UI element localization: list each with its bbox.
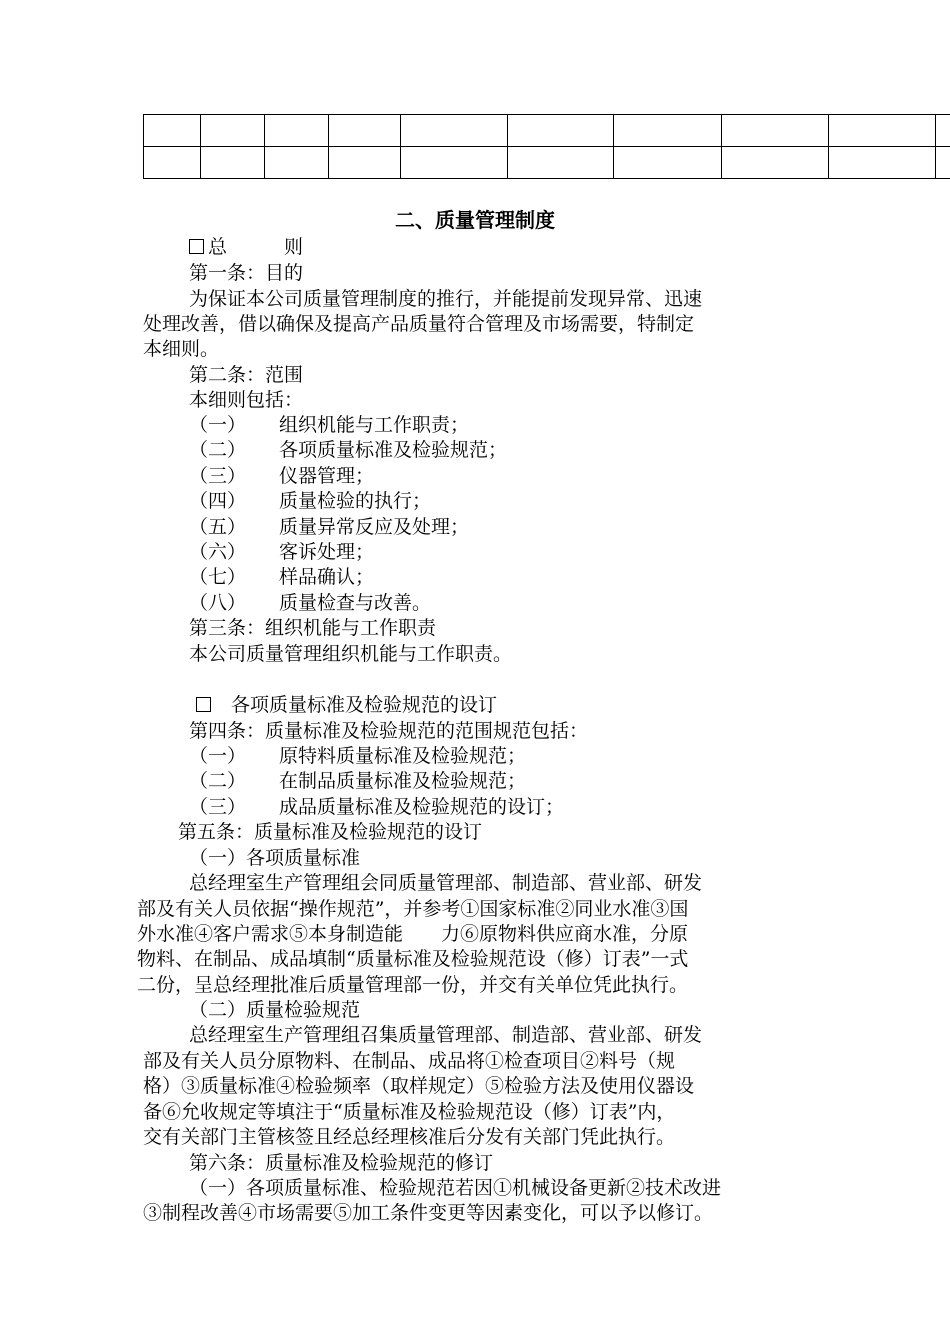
table-cell: [264, 147, 328, 179]
paragraph-line: （一）各项质量标准、检验规范若因①机械设备更新②技术改进: [189, 1177, 722, 1199]
paragraph-line: 总经理室生产管理组召集质量管理部、制造部、营业部、研发: [189, 1024, 703, 1046]
article6-title: 第六条：质量标准及检验规范的修订: [189, 1152, 494, 1174]
table-row: [144, 147, 950, 179]
table-cell: [722, 147, 829, 179]
list-item: [189, 743, 526, 769]
article3-title: 第三条：组织机能与工作职责: [189, 617, 437, 639]
article2-intro: 本细则包括：: [189, 389, 304, 411]
paragraph-line: 总经理室生产管理组会同质量管理部、制造部、营业部、研发: [189, 872, 703, 894]
table-cell: [144, 147, 201, 179]
paragraph-line: 物料、在制品、成品填制“质量标准及检验规范设（修）订表”一式: [137, 948, 689, 970]
table-cell: [264, 115, 328, 147]
list-item-number: （六）: [189, 541, 247, 563]
list-item-text: 质量检验的执行；: [279, 490, 432, 512]
list-item-text: 原特料质量标准及检验规范；: [279, 745, 527, 767]
table-cell: [614, 147, 722, 179]
list-item: [189, 437, 507, 463]
table-cell: [614, 115, 722, 147]
checkbox-square-icon: [189, 239, 204, 254]
paragraph-line: 为保证本公司质量管理制度的推行，并能提前发现异常、迅速: [189, 288, 703, 310]
paragraph-line: 交有关部门主管核签且经总经理核准后分发有关部门凭此执行。: [143, 1126, 676, 1148]
general-heading-text: 总 则: [208, 236, 304, 258]
table-cell: [400, 115, 507, 147]
list-item-number: （八）: [189, 592, 247, 614]
list-item-number: （七）: [189, 566, 247, 588]
list-item-number: （三）: [189, 465, 247, 487]
table-cell: [200, 147, 264, 179]
article5-sub1-title: （一）各项质量标准: [189, 847, 361, 869]
list-item: [189, 768, 526, 794]
list-item-number: （二）: [189, 439, 247, 461]
list-item-number: （五）: [189, 516, 247, 538]
list-item-text: 客诉处理；: [279, 541, 375, 563]
list-item: [189, 794, 564, 820]
list-item-text: 质量检查与改善。: [279, 592, 432, 614]
list-item-text: 在制品质量标准及检验规范；: [279, 770, 527, 792]
list-item-text: 样品确认；: [279, 566, 375, 588]
list-item-number: （一）: [189, 414, 247, 436]
paragraph-line: 处理改善，借以确保及提高产品质量符合管理及市场需要，特制定: [143, 313, 695, 335]
paragraph-line: 部及有关人员分原物料、在制品、成品将①检查项目②料号（规: [143, 1050, 676, 1072]
list-item: [189, 463, 374, 489]
paragraph-line: ③制程改善④市场需要⑤加工条件变更等因素变化，可以予以修订。: [143, 1202, 714, 1224]
table-cell: [722, 115, 829, 147]
article5-sub2-title: （二）质量检验规范: [189, 999, 361, 1021]
list-item-text: 仪器管理；: [279, 465, 375, 487]
list-item-text: 成品质量标准及检验规范的设订；: [279, 796, 565, 818]
list-item-text: 各项质量标准及检验规范；: [279, 439, 508, 461]
list-item: [189, 514, 469, 540]
standards-heading-text: 各项质量标准及检验规范的设订: [231, 694, 498, 716]
list-item: [189, 539, 374, 565]
table-cell: [935, 147, 950, 179]
list-item-number: （三）: [189, 796, 247, 818]
paragraph-line: 备⑥允收规定等填注于“质量标准及检验规范设（修）订表”内，: [143, 1101, 676, 1123]
table-cell: [400, 147, 507, 179]
article2-title: 第二条：范围: [189, 364, 304, 386]
paragraph-line: 二份，呈总经理批准后质量管理部一份，并交有关单位凭此执行。: [137, 974, 689, 996]
article1-title: 第一条：目的: [189, 262, 304, 284]
table-row: [144, 115, 950, 147]
list-item: [189, 564, 374, 590]
standards-heading: [196, 692, 497, 718]
list-item-text: 组织机能与工作职责；: [279, 414, 470, 436]
paragraph-line: 部及有关人员依据“操作规范”，并参考①国家标准②同业水准③国: [137, 898, 689, 920]
list-item: [189, 412, 469, 438]
general-heading: [189, 234, 303, 260]
list-item-number: （一）: [189, 745, 247, 767]
header-grid-table: [143, 114, 950, 179]
table-cell: [935, 115, 950, 147]
section-title: 二、质量管理制度: [395, 208, 555, 232]
table-cell: [507, 147, 614, 179]
table-cell: [328, 115, 400, 147]
table-cell: [200, 115, 264, 147]
list-item-number: （四）: [189, 490, 247, 512]
list-item: [189, 488, 431, 514]
checkbox-square-icon: [196, 697, 211, 712]
list-item: [189, 590, 431, 616]
list-item-text: 质量异常反应及处理；: [279, 516, 470, 538]
table-cell: [829, 115, 936, 147]
paragraph-line: 本细则。: [143, 338, 220, 360]
article4-title: 第四条：质量标准及检验规范的范围规范包括：: [189, 720, 589, 742]
table-cell: [144, 115, 201, 147]
article3-body: 本公司质量管理组织机能与工作职责。: [189, 643, 513, 665]
table-cell: [328, 147, 400, 179]
table-cell: [829, 147, 936, 179]
paragraph-line: 外水准④客户需求⑤本身制造能 力⑥原物料供应商水准，分原: [137, 923, 689, 945]
paragraph-line: 格）③质量标准④检验频率（取样规定）⑤检验方法及使用仪器设: [143, 1075, 695, 1097]
list-item-number: （二）: [189, 770, 247, 792]
article5-title: 第五条：质量标准及检验规范的设订: [178, 821, 483, 843]
table-cell: [507, 115, 614, 147]
